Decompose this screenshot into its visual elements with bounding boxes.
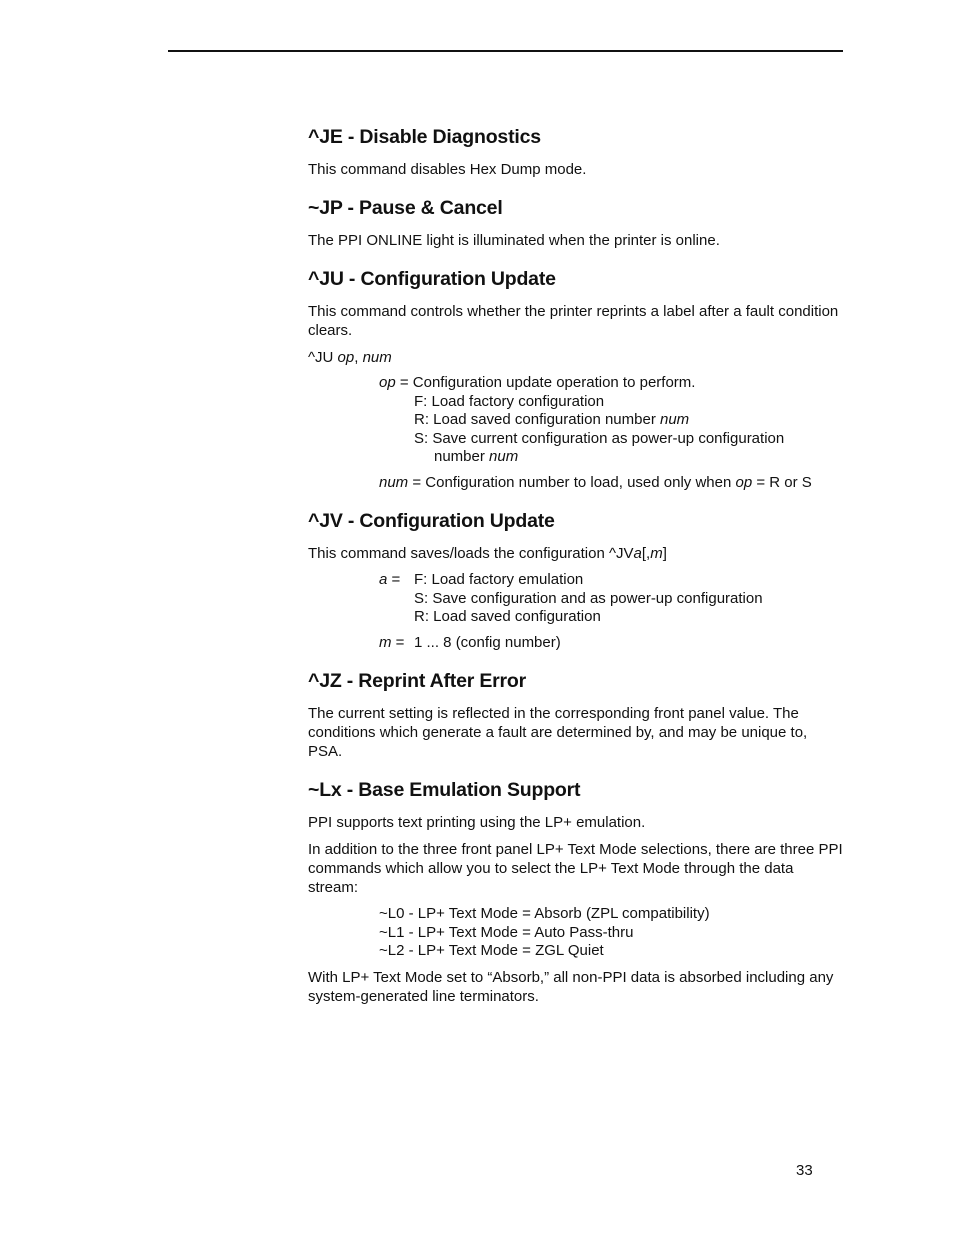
op-item-s-var: num	[489, 448, 519, 465]
a-item: F: Load factory emulation	[414, 571, 584, 588]
section-body: This command disables Hex Dump mode.	[308, 161, 587, 178]
a-definition	[379, 571, 843, 652]
op-item-f: F: Load factory configuration	[414, 392, 605, 410]
section-body-3: With LP+ Text Mode set to “Absorb,” all non-PPI data is absorbed including any system-generated line terminators.	[308, 968, 834, 1005]
op-item-s-cont-text: number	[434, 448, 490, 465]
page-number: 33	[796, 1162, 813, 1179]
m-eq: =	[391, 633, 405, 651]
op-item-r-var: num	[659, 411, 690, 428]
body-a: a	[633, 545, 642, 562]
section-jv	[308, 508, 843, 652]
num-tail: = R or S	[752, 473, 812, 491]
section-body-2: In addition to the three front panel LP+ Text Mode selections, there are three PPI commands which allow you to select the LP+ Text Mode through the data stream:	[308, 841, 843, 896]
section-jp	[308, 195, 843, 250]
m-desc: 1 ... 8 (config number)	[414, 633, 561, 651]
op-item-r	[414, 411, 843, 430]
syntax-op: op	[337, 349, 355, 366]
section-title: ~Lx - Base Emulation Support	[308, 779, 581, 801]
section-jz	[308, 668, 843, 761]
syntax-prefix: ^JU	[308, 349, 338, 366]
section-body	[308, 544, 843, 563]
body-end: ]	[662, 545, 667, 562]
section-ju	[308, 266, 843, 492]
mode-item: ~L1 - LP+ Text Mode = Auto Pass-thru	[379, 923, 634, 941]
body-prefix: This command saves/loads the configuration ^JV	[308, 545, 634, 562]
m-term: m	[379, 633, 392, 651]
section-body: The current setting is reflected in the corresponding front panel value. The conditions which generate a fault are determined by, and may be unique to, PSA.	[308, 705, 808, 760]
op-definition	[379, 374, 843, 393]
op-desc: = Configuration update operation to perform.	[395, 374, 696, 391]
op-item-s: S: Save current configuration as power-up configuration	[414, 429, 785, 447]
mode-item: ~L0 - LP+ Text Mode = Absorb (ZPL compatibility)	[379, 905, 710, 922]
body-m: m	[650, 545, 663, 562]
section-body: This command controls whether the printer reprints a label after a fault condition clears.	[308, 303, 839, 339]
section-title: ^JE - Disable Diagnostics	[308, 126, 541, 148]
a-label	[379, 571, 414, 590]
op-item-r-text: R: Load saved configuration number	[414, 411, 660, 428]
section-je	[308, 124, 843, 179]
mode-item: ~L2 - LP+ Text Mode = ZGL Quiet	[379, 942, 604, 959]
a-item: S: Save configuration and as power-up configuration	[414, 589, 763, 607]
num-definition	[379, 474, 843, 493]
a-row-2	[379, 590, 843, 609]
num-desc: = Configuration number to load, used only when	[408, 473, 736, 491]
section-title: ^JZ - Reprint After Error	[308, 670, 527, 692]
a-row-3	[379, 608, 843, 627]
num-term: num	[379, 473, 409, 491]
op-item-s-cont	[434, 448, 843, 467]
body-mid: [,	[641, 545, 651, 562]
a-item: R: Load saved configuration	[414, 608, 601, 625]
section-body: The PPI ONLINE light is illuminated when the printer is online.	[308, 232, 720, 249]
section-title: ^JU - Configuration Update	[308, 268, 556, 290]
command-syntax	[308, 348, 843, 367]
num-op: op	[735, 473, 753, 491]
m-label	[379, 634, 414, 653]
a-term: a	[379, 571, 388, 588]
section-body-1: PPI supports text printing using the LP+ emulation.	[308, 814, 646, 831]
page-content	[308, 124, 843, 1022]
a-eq: =	[387, 571, 401, 588]
op-term: op	[379, 374, 396, 391]
header-rule	[168, 50, 843, 52]
syntax-sep: ,	[354, 349, 363, 366]
syntax-num: num	[362, 349, 392, 366]
section-title: ~JP - Pause & Cancel	[308, 197, 503, 219]
section-title: ^JV - Configuration Update	[308, 510, 555, 532]
a-row-1	[379, 571, 843, 590]
section-lx	[308, 777, 843, 1006]
m-row	[379, 634, 843, 653]
